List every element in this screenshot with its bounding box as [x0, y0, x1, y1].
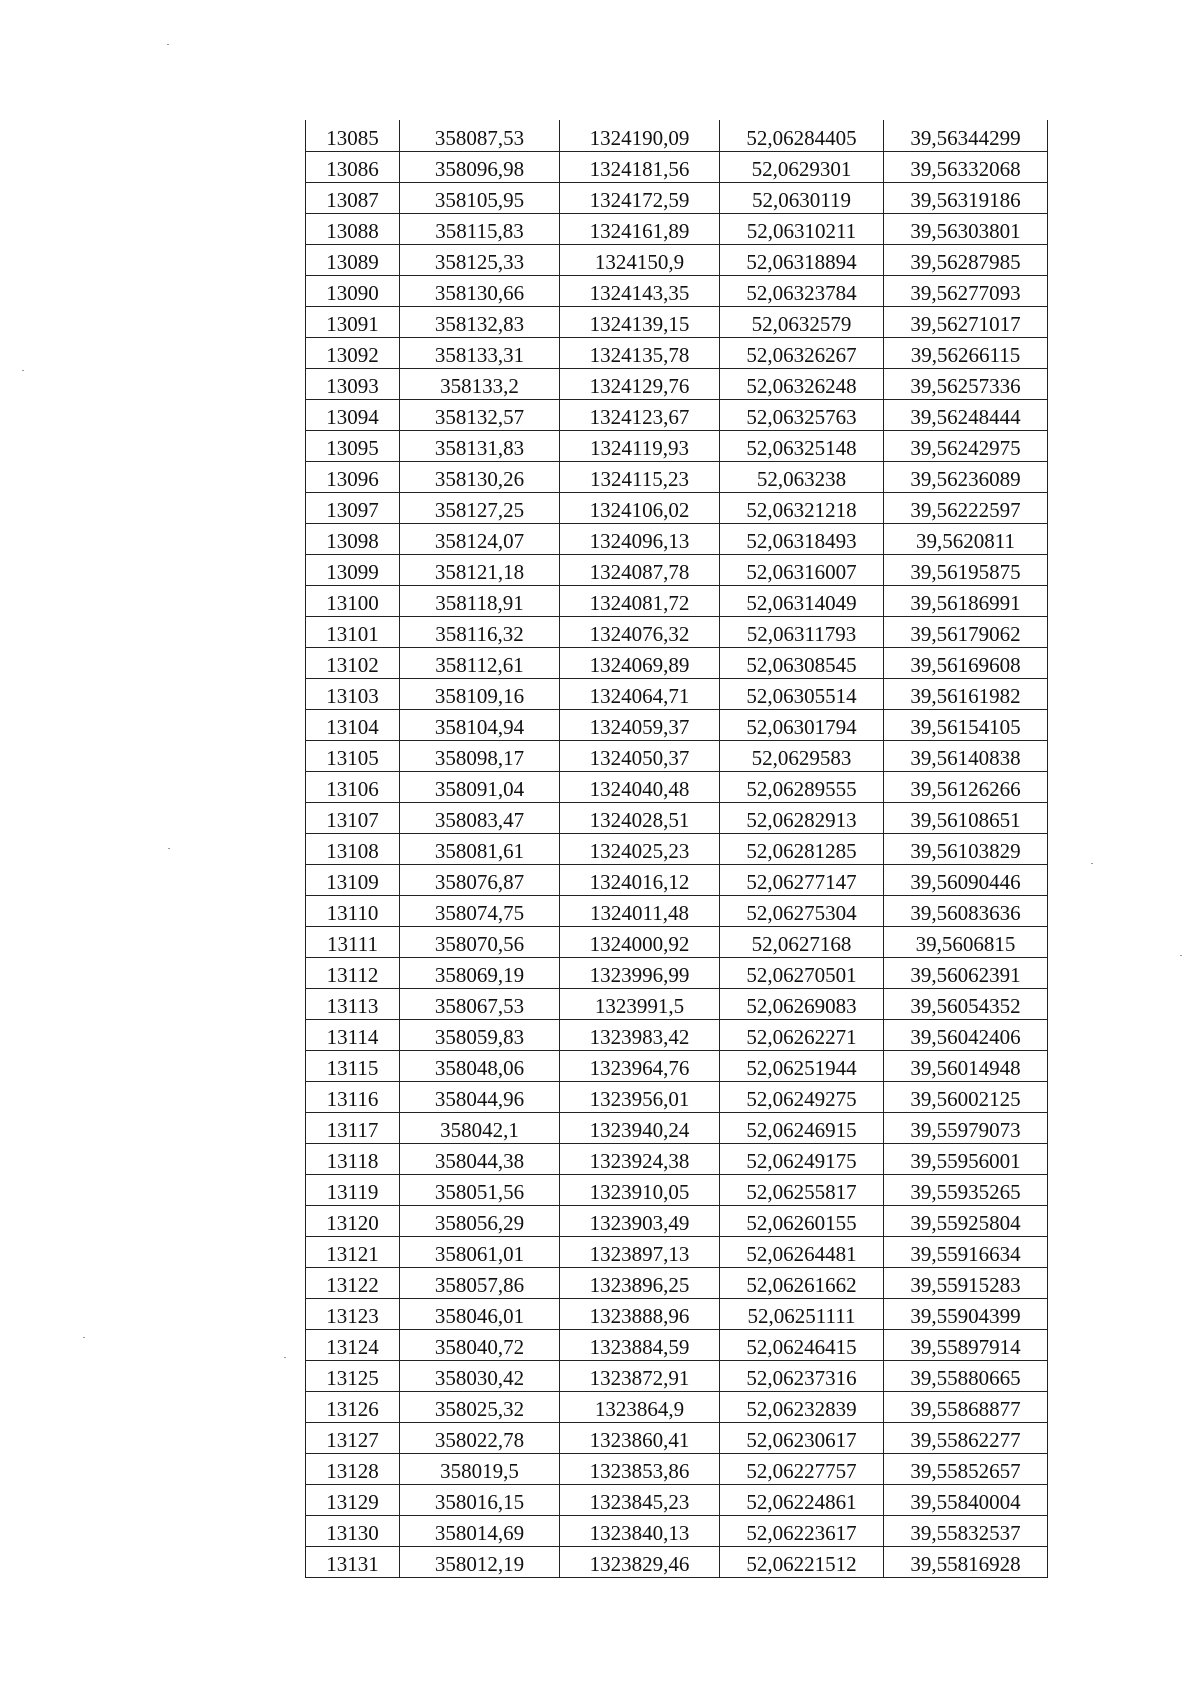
y-coordinate-cell: 1323897,13 [560, 1237, 720, 1268]
longitude-cell: 39,55816928 [884, 1547, 1048, 1578]
x-coordinate-cell: 358105,95 [400, 183, 560, 214]
longitude-cell: 39,56266115 [884, 338, 1048, 369]
point-number-cell: 13116 [306, 1082, 400, 1113]
table-row [306, 400, 1048, 431]
y-coordinate-cell: 1323840,13 [560, 1516, 720, 1547]
longitude-cell: 39,56154105 [884, 710, 1048, 741]
latitude-cell: 52,06246415 [720, 1330, 884, 1361]
latitude-cell: 52,06251944 [720, 1051, 884, 1082]
y-coordinate-cell: 1323888,96 [560, 1299, 720, 1330]
table-row [306, 1237, 1048, 1268]
latitude-cell: 52,06301794 [720, 710, 884, 741]
latitude-cell: 52,06321218 [720, 493, 884, 524]
x-coordinate-cell: 358056,29 [400, 1206, 560, 1237]
y-coordinate-cell: 1324087,78 [560, 555, 720, 586]
x-coordinate-cell: 358121,18 [400, 555, 560, 586]
y-coordinate-cell: 1323991,5 [560, 989, 720, 1020]
point-number-cell: 13112 [306, 958, 400, 989]
latitude-cell: 52,06308545 [720, 648, 884, 679]
x-coordinate-cell: 358115,83 [400, 214, 560, 245]
latitude-cell: 52,06318493 [720, 524, 884, 555]
point-number-cell: 13091 [306, 307, 400, 338]
longitude-cell: 39,55904399 [884, 1299, 1048, 1330]
x-coordinate-cell: 358125,33 [400, 245, 560, 276]
latitude-cell: 52,06277147 [720, 865, 884, 896]
y-coordinate-cell: 1324123,67 [560, 400, 720, 431]
longitude-cell: 39,55880665 [884, 1361, 1048, 1392]
latitude-cell: 52,06325763 [720, 400, 884, 431]
longitude-cell: 39,56236089 [884, 462, 1048, 493]
point-number-cell: 13124 [306, 1330, 400, 1361]
scan-speck [284, 1357, 286, 1358]
longitude-cell: 39,55897914 [884, 1330, 1048, 1361]
longitude-cell: 39,56248444 [884, 400, 1048, 431]
latitude-cell: 52,0632579 [720, 307, 884, 338]
latitude-cell: 52,06326248 [720, 369, 884, 400]
longitude-cell: 39,56161982 [884, 679, 1048, 710]
latitude-cell: 52,06270501 [720, 958, 884, 989]
coordinates-table [305, 120, 1048, 1578]
longitude-cell: 39,56126266 [884, 772, 1048, 803]
table-row [306, 1268, 1048, 1299]
table-row [306, 1516, 1048, 1547]
x-coordinate-cell: 358051,56 [400, 1175, 560, 1206]
y-coordinate-cell: 1324190,09 [560, 120, 720, 152]
latitude-cell: 52,06230617 [720, 1423, 884, 1454]
y-coordinate-cell: 1323860,41 [560, 1423, 720, 1454]
x-coordinate-cell: 358025,32 [400, 1392, 560, 1423]
y-coordinate-cell: 1324181,56 [560, 152, 720, 183]
x-coordinate-cell: 358044,38 [400, 1144, 560, 1175]
table-row [306, 245, 1048, 276]
point-number-cell: 13110 [306, 896, 400, 927]
table-row [306, 927, 1048, 958]
table-row [306, 1113, 1048, 1144]
longitude-cell: 39,55915283 [884, 1268, 1048, 1299]
y-coordinate-cell: 1324096,13 [560, 524, 720, 555]
longitude-cell: 39,56002125 [884, 1082, 1048, 1113]
y-coordinate-cell: 1324011,48 [560, 896, 720, 927]
latitude-cell: 52,0630119 [720, 183, 884, 214]
latitude-cell: 52,06262271 [720, 1020, 884, 1051]
point-number-cell: 13126 [306, 1392, 400, 1423]
longitude-cell: 39,56169608 [884, 648, 1048, 679]
point-number-cell: 13123 [306, 1299, 400, 1330]
point-number-cell: 13113 [306, 989, 400, 1020]
table-row [306, 120, 1048, 152]
point-number-cell: 13115 [306, 1051, 400, 1082]
longitude-cell: 39,55840004 [884, 1485, 1048, 1516]
point-number-cell: 13125 [306, 1361, 400, 1392]
y-coordinate-cell: 1324040,48 [560, 772, 720, 803]
y-coordinate-cell: 1323829,46 [560, 1547, 720, 1578]
longitude-cell: 39,56332068 [884, 152, 1048, 183]
x-coordinate-cell: 358133,31 [400, 338, 560, 369]
latitude-cell: 52,06316007 [720, 555, 884, 586]
point-number-cell: 13099 [306, 555, 400, 586]
latitude-cell: 52,06255817 [720, 1175, 884, 1206]
table-row [306, 617, 1048, 648]
y-coordinate-cell: 1323884,59 [560, 1330, 720, 1361]
y-coordinate-cell: 1323910,05 [560, 1175, 720, 1206]
point-number-cell: 13129 [306, 1485, 400, 1516]
scan-speck [83, 1337, 85, 1338]
y-coordinate-cell: 1323864,9 [560, 1392, 720, 1423]
x-coordinate-cell: 358069,19 [400, 958, 560, 989]
x-coordinate-cell: 358118,91 [400, 586, 560, 617]
table-row [306, 803, 1048, 834]
latitude-cell: 52,06326267 [720, 338, 884, 369]
x-coordinate-cell: 358131,83 [400, 431, 560, 462]
longitude-cell: 39,56090446 [884, 865, 1048, 896]
y-coordinate-cell: 1324016,12 [560, 865, 720, 896]
table-row [306, 1144, 1048, 1175]
latitude-cell: 52,06311793 [720, 617, 884, 648]
longitude-cell: 39,56277093 [884, 276, 1048, 307]
scan-speck [22, 370, 24, 371]
table-row [306, 834, 1048, 865]
point-number-cell: 13100 [306, 586, 400, 617]
x-coordinate-cell: 358133,2 [400, 369, 560, 400]
y-coordinate-cell: 1323983,42 [560, 1020, 720, 1051]
latitude-cell: 52,06246915 [720, 1113, 884, 1144]
longitude-cell: 39,55979073 [884, 1113, 1048, 1144]
table-row [306, 1485, 1048, 1516]
point-number-cell: 13122 [306, 1268, 400, 1299]
latitude-cell: 52,06249175 [720, 1144, 884, 1175]
latitude-cell: 52,06305514 [720, 679, 884, 710]
latitude-cell: 52,06261662 [720, 1268, 884, 1299]
y-coordinate-cell: 1324150,9 [560, 245, 720, 276]
longitude-cell: 39,56271017 [884, 307, 1048, 338]
y-coordinate-cell: 1324106,02 [560, 493, 720, 524]
x-coordinate-cell: 358016,15 [400, 1485, 560, 1516]
x-coordinate-cell: 358070,56 [400, 927, 560, 958]
point-number-cell: 13117 [306, 1113, 400, 1144]
y-coordinate-cell: 1324161,89 [560, 214, 720, 245]
point-number-cell: 13087 [306, 183, 400, 214]
table-row [306, 1330, 1048, 1361]
table-row [306, 462, 1048, 493]
point-number-cell: 13127 [306, 1423, 400, 1454]
y-coordinate-cell: 1323996,99 [560, 958, 720, 989]
scan-speck [167, 44, 169, 45]
longitude-cell: 39,56108651 [884, 803, 1048, 834]
x-coordinate-cell: 358130,66 [400, 276, 560, 307]
table-row [306, 1454, 1048, 1485]
x-coordinate-cell: 358081,61 [400, 834, 560, 865]
scan-speck [168, 848, 170, 849]
table-row [306, 1206, 1048, 1237]
point-number-cell: 13104 [306, 710, 400, 741]
table-row [306, 1082, 1048, 1113]
longitude-cell: 39,56054352 [884, 989, 1048, 1020]
table-row [306, 338, 1048, 369]
table-row [306, 958, 1048, 989]
y-coordinate-cell: 1324135,78 [560, 338, 720, 369]
latitude-cell: 52,06232839 [720, 1392, 884, 1423]
x-coordinate-cell: 358109,16 [400, 679, 560, 710]
latitude-cell: 52,06325148 [720, 431, 884, 462]
latitude-cell: 52,06264481 [720, 1237, 884, 1268]
latitude-cell: 52,06251111 [720, 1299, 884, 1330]
x-coordinate-cell: 358030,42 [400, 1361, 560, 1392]
y-coordinate-cell: 1324115,23 [560, 462, 720, 493]
x-coordinate-cell: 358083,47 [400, 803, 560, 834]
point-number-cell: 13120 [306, 1206, 400, 1237]
y-coordinate-cell: 1324064,71 [560, 679, 720, 710]
latitude-cell: 52,0629301 [720, 152, 884, 183]
latitude-cell: 52,06310211 [720, 214, 884, 245]
latitude-cell: 52,06318894 [720, 245, 884, 276]
x-coordinate-cell: 358074,75 [400, 896, 560, 927]
table-row [306, 741, 1048, 772]
latitude-cell: 52,0627168 [720, 927, 884, 958]
longitude-cell: 39,56179062 [884, 617, 1048, 648]
table-row [306, 1299, 1048, 1330]
longitude-cell: 39,56303801 [884, 214, 1048, 245]
point-number-cell: 13107 [306, 803, 400, 834]
y-coordinate-cell: 1324172,59 [560, 183, 720, 214]
table-row [306, 896, 1048, 927]
table-row [306, 152, 1048, 183]
x-coordinate-cell: 358096,98 [400, 152, 560, 183]
point-number-cell: 13101 [306, 617, 400, 648]
x-coordinate-cell: 358022,78 [400, 1423, 560, 1454]
point-number-cell: 13088 [306, 214, 400, 245]
point-number-cell: 13131 [306, 1547, 400, 1578]
table-row [306, 772, 1048, 803]
latitude-cell: 52,063238 [720, 462, 884, 493]
y-coordinate-cell: 1323964,76 [560, 1051, 720, 1082]
table-row [306, 1051, 1048, 1082]
point-number-cell: 13119 [306, 1175, 400, 1206]
x-coordinate-cell: 358057,86 [400, 1268, 560, 1299]
point-number-cell: 13111 [306, 927, 400, 958]
point-number-cell: 13093 [306, 369, 400, 400]
point-number-cell: 13109 [306, 865, 400, 896]
x-coordinate-cell: 358087,53 [400, 120, 560, 152]
point-number-cell: 13098 [306, 524, 400, 555]
x-coordinate-cell: 358132,57 [400, 400, 560, 431]
longitude-cell: 39,55862277 [884, 1423, 1048, 1454]
y-coordinate-cell: 1324139,15 [560, 307, 720, 338]
latitude-cell: 52,06284405 [720, 120, 884, 152]
y-coordinate-cell: 1323940,24 [560, 1113, 720, 1144]
latitude-cell: 52,06223617 [720, 1516, 884, 1547]
latitude-cell: 52,06227757 [720, 1454, 884, 1485]
latitude-cell: 52,06269083 [720, 989, 884, 1020]
longitude-cell: 39,56319186 [884, 183, 1048, 214]
point-number-cell: 13097 [306, 493, 400, 524]
latitude-cell: 52,06282913 [720, 803, 884, 834]
longitude-cell: 39,56195875 [884, 555, 1048, 586]
y-coordinate-cell: 1324025,23 [560, 834, 720, 865]
y-coordinate-cell: 1323903,49 [560, 1206, 720, 1237]
x-coordinate-cell: 358116,32 [400, 617, 560, 648]
longitude-cell: 39,55868877 [884, 1392, 1048, 1423]
y-coordinate-cell: 1324059,37 [560, 710, 720, 741]
point-number-cell: 13090 [306, 276, 400, 307]
x-coordinate-cell: 358130,26 [400, 462, 560, 493]
table-row [306, 1175, 1048, 1206]
longitude-cell: 39,56062391 [884, 958, 1048, 989]
x-coordinate-cell: 358124,07 [400, 524, 560, 555]
point-number-cell: 13085 [306, 120, 400, 152]
latitude-cell: 52,06237316 [720, 1361, 884, 1392]
longitude-cell: 39,56222597 [884, 493, 1048, 524]
point-number-cell: 13130 [306, 1516, 400, 1547]
longitude-cell: 39,56014948 [884, 1051, 1048, 1082]
x-coordinate-cell: 358091,04 [400, 772, 560, 803]
point-number-cell: 13095 [306, 431, 400, 462]
longitude-cell: 39,55852657 [884, 1454, 1048, 1485]
longitude-cell: 39,55832537 [884, 1516, 1048, 1547]
y-coordinate-cell: 1323872,91 [560, 1361, 720, 1392]
x-coordinate-cell: 358040,72 [400, 1330, 560, 1361]
coordinates-table-body [306, 120, 1048, 1578]
longitude-cell: 39,55935265 [884, 1175, 1048, 1206]
latitude-cell: 52,06289555 [720, 772, 884, 803]
longitude-cell: 39,56344299 [884, 120, 1048, 152]
table-row [306, 710, 1048, 741]
latitude-cell: 52,06249275 [720, 1082, 884, 1113]
longitude-cell: 39,5620811 [884, 524, 1048, 555]
longitude-cell: 39,56042406 [884, 1020, 1048, 1051]
longitude-cell: 39,56287985 [884, 245, 1048, 276]
table-row [306, 493, 1048, 524]
point-number-cell: 13118 [306, 1144, 400, 1175]
point-number-cell: 13094 [306, 400, 400, 431]
x-coordinate-cell: 358014,69 [400, 1516, 560, 1547]
point-number-cell: 13121 [306, 1237, 400, 1268]
point-number-cell: 13105 [306, 741, 400, 772]
table-row [306, 183, 1048, 214]
table-row [306, 369, 1048, 400]
y-coordinate-cell: 1324129,76 [560, 369, 720, 400]
x-coordinate-cell: 358104,94 [400, 710, 560, 741]
y-coordinate-cell: 1324069,89 [560, 648, 720, 679]
y-coordinate-cell: 1323845,23 [560, 1485, 720, 1516]
longitude-cell: 39,56242975 [884, 431, 1048, 462]
longitude-cell: 39,56186991 [884, 586, 1048, 617]
table-row [306, 431, 1048, 462]
point-number-cell: 13096 [306, 462, 400, 493]
table-row [306, 524, 1048, 555]
latitude-cell: 52,06260155 [720, 1206, 884, 1237]
latitude-cell: 52,06224861 [720, 1485, 884, 1516]
table-row [306, 865, 1048, 896]
y-coordinate-cell: 1323853,86 [560, 1454, 720, 1485]
x-coordinate-cell: 358044,96 [400, 1082, 560, 1113]
y-coordinate-cell: 1323896,25 [560, 1268, 720, 1299]
longitude-cell: 39,56140838 [884, 741, 1048, 772]
point-number-cell: 13103 [306, 679, 400, 710]
scan-speck [1091, 863, 1093, 864]
table-row [306, 586, 1048, 617]
point-number-cell: 13128 [306, 1454, 400, 1485]
latitude-cell: 52,0629583 [720, 741, 884, 772]
y-coordinate-cell: 1324050,37 [560, 741, 720, 772]
longitude-cell: 39,55956001 [884, 1144, 1048, 1175]
latitude-cell: 52,06281285 [720, 834, 884, 865]
table-row [306, 1423, 1048, 1454]
x-coordinate-cell: 358019,5 [400, 1454, 560, 1485]
x-coordinate-cell: 358098,17 [400, 741, 560, 772]
longitude-cell: 39,56083636 [884, 896, 1048, 927]
table-row [306, 1361, 1048, 1392]
table-row [306, 989, 1048, 1020]
latitude-cell: 52,06314049 [720, 586, 884, 617]
x-coordinate-cell: 358048,06 [400, 1051, 560, 1082]
point-number-cell: 13114 [306, 1020, 400, 1051]
table-row [306, 1547, 1048, 1578]
point-number-cell: 13106 [306, 772, 400, 803]
point-number-cell: 13108 [306, 834, 400, 865]
x-coordinate-cell: 358059,83 [400, 1020, 560, 1051]
latitude-cell: 52,06323784 [720, 276, 884, 307]
point-number-cell: 13086 [306, 152, 400, 183]
y-coordinate-cell: 1323956,01 [560, 1082, 720, 1113]
x-coordinate-cell: 358061,01 [400, 1237, 560, 1268]
y-coordinate-cell: 1324000,92 [560, 927, 720, 958]
table-row [306, 214, 1048, 245]
latitude-cell: 52,06221512 [720, 1547, 884, 1578]
longitude-cell: 39,55916634 [884, 1237, 1048, 1268]
x-coordinate-cell: 358012,19 [400, 1547, 560, 1578]
x-coordinate-cell: 358046,01 [400, 1299, 560, 1330]
point-number-cell: 13092 [306, 338, 400, 369]
longitude-cell: 39,55925804 [884, 1206, 1048, 1237]
table-row [306, 648, 1048, 679]
y-coordinate-cell: 1324143,35 [560, 276, 720, 307]
y-coordinate-cell: 1324081,72 [560, 586, 720, 617]
table-row [306, 307, 1048, 338]
x-coordinate-cell: 358067,53 [400, 989, 560, 1020]
table-row [306, 679, 1048, 710]
x-coordinate-cell: 358042,1 [400, 1113, 560, 1144]
y-coordinate-cell: 1324028,51 [560, 803, 720, 834]
y-coordinate-cell: 1323924,38 [560, 1144, 720, 1175]
latitude-cell: 52,06275304 [720, 896, 884, 927]
table-row [306, 276, 1048, 307]
x-coordinate-cell: 358076,87 [400, 865, 560, 896]
longitude-cell: 39,56257336 [884, 369, 1048, 400]
table-row [306, 1392, 1048, 1423]
longitude-cell: 39,56103829 [884, 834, 1048, 865]
x-coordinate-cell: 358132,83 [400, 307, 560, 338]
x-coordinate-cell: 358112,61 [400, 648, 560, 679]
longitude-cell: 39,5606815 [884, 927, 1048, 958]
y-coordinate-cell: 1324119,93 [560, 431, 720, 462]
x-coordinate-cell: 358127,25 [400, 493, 560, 524]
table-row [306, 555, 1048, 586]
point-number-cell: 13102 [306, 648, 400, 679]
scan-speck [1180, 955, 1182, 956]
table-row [306, 1020, 1048, 1051]
y-coordinate-cell: 1324076,32 [560, 617, 720, 648]
point-number-cell: 13089 [306, 245, 400, 276]
